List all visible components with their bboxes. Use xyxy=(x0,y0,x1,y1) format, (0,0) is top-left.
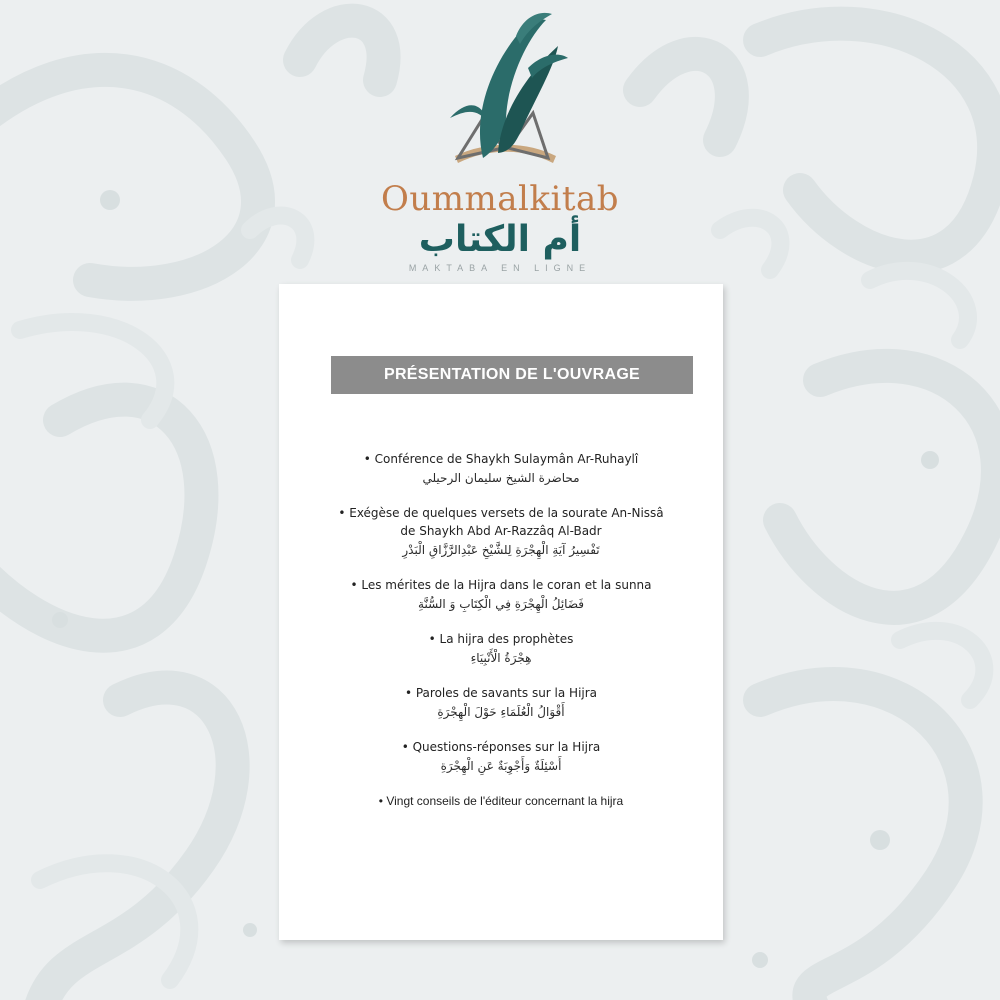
list-item xyxy=(279,738,723,776)
entry-arabic: محاضرة الشيخ سليمان الرحيلي xyxy=(422,471,580,485)
entry-french: • La hijra des prophètes xyxy=(428,632,574,646)
list-item xyxy=(279,450,723,488)
brand-tagline: MAKTABA EN LIGNE xyxy=(408,263,592,273)
book-summary-page xyxy=(279,284,723,940)
entry-arabic: تَفْسِيرُ آيَةِ الْهِجْرَةِ لِلشَّيْخِ عَبْدِالرَّزَّاقِ الْبَدْرِ xyxy=(402,543,600,557)
list-item xyxy=(279,576,723,614)
list-item xyxy=(279,684,723,722)
entry-french: • Paroles de savants sur la Hijra xyxy=(404,686,598,700)
section-heading: PRÉSENTATION DE L'OUVRAGE xyxy=(331,356,693,394)
entry-french-continued: de Shaykh Abd Ar-Razzâq Al-Badr xyxy=(400,524,602,538)
oummalkitab-logo[interactable] xyxy=(380,8,620,280)
list-item xyxy=(279,792,723,810)
entry-arabic: فَضَائِلُ الْهِجْرَةِ فِي الْكِتَابِ وَ السُّنَّةِ xyxy=(418,597,584,611)
entry-french: • Questions-réponses sur la Hijra xyxy=(401,740,601,754)
contents-list xyxy=(279,450,723,826)
entry-french: • Vingt conseils de l'éditeur concernant la hijra xyxy=(378,794,624,808)
entry-arabic: أَقْوَالُ الْعُلَمَاءِ حَوْلَ الْهِجْرَةِ xyxy=(437,705,565,719)
brand-name: Oummalkitab xyxy=(380,179,620,219)
entry-arabic: هِجْرَةُ الْأَنْبِيَاءِ xyxy=(470,651,532,665)
list-item xyxy=(279,630,723,668)
entry-french: • Exégèse de quelques versets de la sourate An-Nissâ xyxy=(338,506,664,520)
brand-arabic-name: أم الكتاب xyxy=(418,219,582,260)
calligraphy-book-icon xyxy=(428,8,578,178)
entry-arabic: أَسْئِلَةٌ وَأَجْوِبَةٌ عَنِ الْهِجْرَةِ xyxy=(440,759,562,773)
entry-french: • Conférence de Shaykh Sulaymân Ar-Ruhaylî xyxy=(363,452,639,466)
list-item xyxy=(279,504,723,560)
entry-french: • Les mérites de la Hijra dans le coran et la sunna xyxy=(350,578,652,592)
